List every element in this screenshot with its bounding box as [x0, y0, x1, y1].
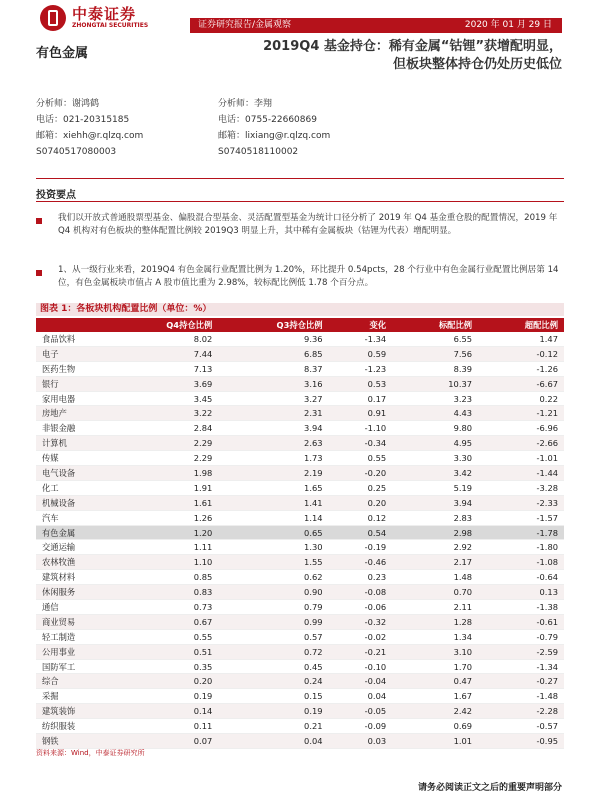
- table-row: [36, 659, 564, 674]
- sector-name-cell: 家用电器: [42, 393, 76, 404]
- value-cell: -1.57: [536, 512, 558, 523]
- value-cell: 1.55: [218, 555, 328, 570]
- analyst-name: 分析师：李翔: [218, 99, 273, 109]
- analyst-email[interactable]: 邮箱：lixiang@r.qlzq.com: [218, 131, 331, 141]
- value-cell: 0.22: [539, 393, 558, 404]
- value-cell: 2.29: [193, 453, 213, 464]
- value-cell: 1.11: [193, 542, 213, 553]
- value-cell: 4.95: [392, 436, 478, 451]
- table-row: [36, 480, 564, 495]
- table-row: [36, 704, 564, 719]
- sector-name-cell: 房地产: [36, 406, 108, 421]
- sector-name-cell: 国防军工: [42, 661, 76, 672]
- value-cell: 1.26: [193, 512, 213, 523]
- table-row: [36, 391, 564, 406]
- value-cell: 3.27: [304, 393, 323, 404]
- value-cell: 3.45: [193, 393, 213, 404]
- sector-name-cell: 建筑材料: [42, 572, 76, 583]
- value-cell: -0.19: [364, 542, 387, 553]
- bullet-icon: [36, 270, 42, 276]
- report-date: 2020 年 01 月 29 日: [464, 20, 552, 30]
- sector-name-cell: 采掘: [42, 691, 59, 702]
- value-cell: 1.70: [453, 661, 473, 672]
- value-cell: 1.65: [304, 482, 323, 493]
- value-cell: 7.13: [193, 363, 213, 374]
- analyst-phone: 电话：021-20315185: [36, 115, 130, 125]
- value-cell: 0.83: [108, 585, 218, 600]
- table-row: [36, 346, 564, 361]
- value-cell: 7.56: [392, 346, 478, 361]
- value-cell: 2.63: [218, 436, 328, 451]
- value-cell: -3.28: [536, 482, 558, 493]
- sector-name-cell: 非银金融: [42, 423, 76, 434]
- value-cell: -1.08: [478, 555, 564, 570]
- value-cell: 1.91: [193, 482, 213, 493]
- value-cell: 0.90: [218, 585, 328, 600]
- value-cell: 1.20: [108, 525, 218, 540]
- value-cell: 3.22: [108, 406, 218, 421]
- analyst-2: [218, 96, 418, 160]
- value-cell: 5.19: [453, 482, 473, 493]
- value-cell: 0.55: [367, 453, 387, 464]
- summary-paragraph-1: 我们以开放式普通股票型基金、偏股混合型基金、灵活配置型基金为统计口径分析了 2019 年 Q4 基金重仓股的配置情况，2019 年 Q4 机构对有色板块的整体配置比例较 2019Q3 明显上升，其中稀有金属板块（钴锂为代表）增配明显。: [58, 213, 558, 236]
- allocation-table: [36, 318, 564, 749]
- value-cell: 3.94: [304, 423, 323, 434]
- value-cell: 1.61: [108, 495, 218, 510]
- value-cell: 3.69: [108, 376, 218, 391]
- bullet-icon: [36, 218, 42, 224]
- value-cell: 0.20: [329, 495, 393, 510]
- value-cell: 8.37: [304, 363, 323, 374]
- value-cell: 0.73: [193, 601, 213, 612]
- sector-name-cell: 轻工制造: [42, 631, 76, 642]
- value-cell: -1.44: [478, 466, 564, 481]
- header-cell: [36, 318, 108, 332]
- sector-name-cell: 综合: [36, 674, 108, 689]
- table-row: [36, 436, 564, 451]
- sector-name-cell: 通信: [42, 601, 59, 612]
- value-cell: -1.26: [536, 363, 558, 374]
- value-cell: 9.36: [304, 333, 323, 344]
- value-cell: 0.03: [329, 734, 393, 749]
- value-cell: 0.53: [329, 376, 393, 391]
- value-cell: 2.84: [193, 423, 213, 434]
- value-cell: -6.96: [536, 423, 558, 434]
- value-cell: -0.79: [536, 631, 558, 642]
- value-cell: 3.94: [392, 495, 478, 510]
- value-cell: 0.11: [193, 721, 213, 732]
- value-cell: 8.02: [193, 333, 213, 344]
- sector-name-cell: 纺织服装: [42, 721, 76, 732]
- value-cell: 10.37: [392, 376, 478, 391]
- value-cell: -0.04: [329, 674, 393, 689]
- table-row: [36, 614, 564, 629]
- value-cell: 1.73: [304, 453, 323, 464]
- value-cell: -0.12: [478, 346, 564, 361]
- value-cell: 1.14: [304, 512, 323, 523]
- table-row: [36, 495, 564, 510]
- value-cell: -0.21: [329, 644, 393, 659]
- table-body: [36, 332, 564, 748]
- value-cell: 0.17: [367, 393, 387, 404]
- header-cell: Q3持仓比例: [218, 318, 328, 332]
- table-row: [36, 555, 564, 570]
- value-cell: -1.48: [536, 691, 558, 702]
- value-cell: -0.32: [329, 614, 393, 629]
- sector-name-cell: 银行: [36, 376, 108, 391]
- table-row: [36, 600, 564, 615]
- sector-name-cell: 公用事业: [36, 644, 108, 659]
- table-row: [36, 466, 564, 481]
- value-cell: 0.70: [392, 585, 478, 600]
- value-cell: 1.34: [453, 631, 473, 642]
- sector-name-cell: 食品饮料: [42, 333, 76, 344]
- value-cell: -0.05: [329, 704, 393, 719]
- value-cell: -1.38: [536, 601, 558, 612]
- logo-icon: [40, 5, 66, 31]
- analyst-1: [36, 96, 236, 160]
- value-cell: 0.99: [218, 614, 328, 629]
- value-cell: -1.78: [478, 525, 564, 540]
- value-cell: 3.42: [392, 466, 478, 481]
- value-cell: -0.95: [478, 734, 564, 749]
- table-row: [36, 585, 564, 600]
- value-cell: 1.41: [218, 495, 328, 510]
- value-cell: 0.23: [367, 572, 387, 583]
- sector-name-cell: 医药生物: [42, 363, 76, 374]
- value-cell: 6.55: [453, 333, 473, 344]
- value-cell: 3.30: [453, 453, 473, 464]
- sector-name-cell: 化工: [42, 482, 59, 493]
- sector-name-cell: 有色金属: [36, 525, 108, 540]
- value-cell: -0.27: [478, 674, 564, 689]
- value-cell: 0.25: [367, 482, 387, 493]
- table-row: [36, 510, 564, 525]
- value-cell: -2.28: [478, 704, 564, 719]
- value-cell: 0.57: [304, 631, 323, 642]
- value-cell: 0.20: [108, 674, 218, 689]
- value-cell: -0.46: [329, 555, 393, 570]
- value-cell: 3.16: [218, 376, 328, 391]
- sector-name-cell: 机械设备: [36, 495, 108, 510]
- header-cell: 变化: [329, 318, 393, 332]
- value-cell: 1.28: [392, 614, 478, 629]
- value-cell: -1.01: [536, 453, 558, 464]
- value-cell: -0.57: [536, 721, 558, 732]
- section-heading: 投资要点: [36, 190, 76, 201]
- value-cell: -1.21: [478, 406, 564, 421]
- value-cell: 0.55: [193, 631, 213, 642]
- value-cell: -0.10: [364, 661, 387, 672]
- value-cell: 2.98: [392, 525, 478, 540]
- header-cell: 标配比例: [392, 318, 478, 332]
- value-cell: -0.20: [329, 466, 393, 481]
- value-cell: 1.48: [453, 572, 473, 583]
- analyst-cert: S0740517080003: [36, 147, 117, 157]
- value-cell: 9.80: [453, 423, 473, 434]
- value-cell: 0.91: [329, 406, 393, 421]
- value-cell: -0.02: [364, 631, 387, 642]
- value-cell: 6.85: [218, 346, 328, 361]
- value-cell: 0.45: [304, 661, 323, 672]
- table-row: [36, 525, 564, 540]
- value-cell: 0.47: [392, 674, 478, 689]
- value-cell: 0.85: [193, 572, 213, 583]
- value-cell: 0.59: [329, 346, 393, 361]
- value-cell: 0.62: [304, 572, 323, 583]
- value-cell: 0.12: [367, 512, 387, 523]
- value-cell: 3.10: [392, 644, 478, 659]
- value-cell: 2.19: [218, 466, 328, 481]
- value-cell: 2.92: [453, 542, 473, 553]
- title-line-1: 2019Q4 基金持仓：稀有金属“钴锂”获增配明显，: [263, 39, 562, 54]
- figure-title: 图表 1：各板块机构配置比例（单位：%）: [40, 304, 212, 314]
- title-line-2: 但板块整体持仓仍处历史低位: [392, 57, 562, 72]
- value-cell: -0.61: [478, 614, 564, 629]
- analyst-phone: 电话：0755-22660869: [218, 115, 317, 125]
- value-cell: 1.10: [108, 555, 218, 570]
- value-cell: 0.72: [218, 644, 328, 659]
- data-source: 资料来源：Wind，中泰证券研究所: [36, 749, 145, 757]
- table-row: [36, 629, 564, 644]
- value-cell: 2.29: [108, 436, 218, 451]
- analyst-email[interactable]: 邮箱：xiehh@r.qlzq.com: [36, 131, 144, 141]
- sector-name-cell: 汽车: [42, 512, 59, 523]
- value-cell: -0.64: [536, 572, 558, 583]
- table-row: [36, 689, 564, 704]
- value-cell: 0.15: [304, 691, 323, 702]
- value-cell: -0.34: [329, 436, 393, 451]
- sector-name-cell: 电气设备: [36, 466, 108, 481]
- value-cell: -2.66: [478, 436, 564, 451]
- value-cell: 0.21: [304, 721, 323, 732]
- value-cell: 0.65: [218, 525, 328, 540]
- value-cell: -2.33: [478, 495, 564, 510]
- header-cell: 超配比例: [478, 318, 564, 332]
- report-title: [192, 38, 562, 74]
- value-cell: 0.35: [193, 661, 213, 672]
- value-cell: 2.31: [218, 406, 328, 421]
- logo-cn-text: 中泰证券: [72, 5, 137, 23]
- value-cell: -6.67: [478, 376, 564, 391]
- value-cell: 3.23: [453, 393, 473, 404]
- value-cell: -1.10: [364, 423, 387, 434]
- footer-disclaimer: 请务必阅读正文之后的重要声明部分: [417, 783, 562, 793]
- report-type: 证券研究报告/金属观察: [198, 20, 292, 30]
- value-cell: 4.43: [392, 406, 478, 421]
- table-row: [36, 332, 564, 346]
- sector-name-cell: 休闲服务: [36, 585, 108, 600]
- value-cell: -1.34: [364, 333, 387, 344]
- sector-name-cell: 交通运输: [42, 542, 76, 553]
- sector-name-cell: 农林牧渔: [36, 555, 108, 570]
- value-cell: -0.06: [364, 601, 387, 612]
- value-cell: 0.04: [367, 691, 387, 702]
- table-row: [36, 719, 564, 734]
- sector-name-cell: 商业贸易: [36, 614, 108, 629]
- table-header-row: [36, 318, 564, 332]
- sector-name-cell: 传媒: [42, 453, 59, 464]
- table-row: [36, 361, 564, 376]
- value-cell: 2.11: [453, 601, 473, 612]
- table-row: [36, 406, 564, 421]
- company-logo: [40, 4, 148, 32]
- value-cell: -0.09: [364, 721, 387, 732]
- table-row: [36, 674, 564, 689]
- value-cell: -1.34: [536, 661, 558, 672]
- value-cell: -1.23: [364, 363, 387, 374]
- value-cell: 0.67: [108, 614, 218, 629]
- value-cell: -0.08: [329, 585, 393, 600]
- industry-label: 有色金属: [36, 46, 89, 61]
- value-cell: 0.07: [108, 734, 218, 749]
- table-row: [36, 451, 564, 466]
- sector-name-cell: 钢铁: [36, 734, 108, 749]
- value-cell: 2.17: [392, 555, 478, 570]
- sector-name-cell: 建筑装饰: [36, 704, 108, 719]
- logo-en-text: ZHONGTAI SECURITIES: [72, 22, 149, 29]
- value-cell: 1.01: [392, 734, 478, 749]
- value-cell: 0.14: [108, 704, 218, 719]
- analyst-cert: S0740518110002: [218, 147, 299, 157]
- table-row: [36, 644, 564, 659]
- value-cell: 0.79: [304, 601, 323, 612]
- value-cell: 0.69: [453, 721, 473, 732]
- value-cell: 8.39: [453, 363, 473, 374]
- header-cell: Q4持仓比例: [108, 318, 218, 332]
- value-cell: 0.54: [329, 525, 393, 540]
- value-cell: -1.80: [536, 542, 558, 553]
- summary-paragraph-2: 1、从一级行业来看，2019Q4 有色金属行业配置比例为 1.20%，环比提升 0.54pcts，28 个行业中有色金属行业配置比例居第 14 位，有色金属板块市值占 A 股市值比重为 2.98%，较标配比例低 1.78 个百分点。: [58, 265, 559, 288]
- table-row: [36, 540, 564, 555]
- sector-name-cell: 计算机: [36, 436, 108, 451]
- value-cell: 2.83: [453, 512, 473, 523]
- sector-name-cell: 电子: [36, 346, 108, 361]
- value-cell: 1.67: [453, 691, 473, 702]
- table-row: [36, 376, 564, 391]
- value-cell: 1.98: [108, 466, 218, 481]
- table-row: [36, 570, 564, 585]
- value-cell: 0.13: [478, 585, 564, 600]
- table-row: [36, 734, 564, 749]
- report-banner: [190, 18, 562, 33]
- table-row: [36, 421, 564, 436]
- value-cell: 0.19: [218, 704, 328, 719]
- value-cell: 7.44: [108, 346, 218, 361]
- value-cell: 0.19: [193, 691, 213, 702]
- value-cell: 0.24: [218, 674, 328, 689]
- value-cell: 1.30: [304, 542, 323, 553]
- divider: [36, 178, 564, 179]
- value-cell: 1.47: [539, 333, 558, 344]
- divider: [36, 201, 564, 202]
- value-cell: -2.59: [478, 644, 564, 659]
- value-cell: 0.04: [218, 734, 328, 749]
- value-cell: 2.42: [392, 704, 478, 719]
- analyst-name: 分析师：谢鸿鹤: [36, 99, 100, 109]
- value-cell: 0.51: [108, 644, 218, 659]
